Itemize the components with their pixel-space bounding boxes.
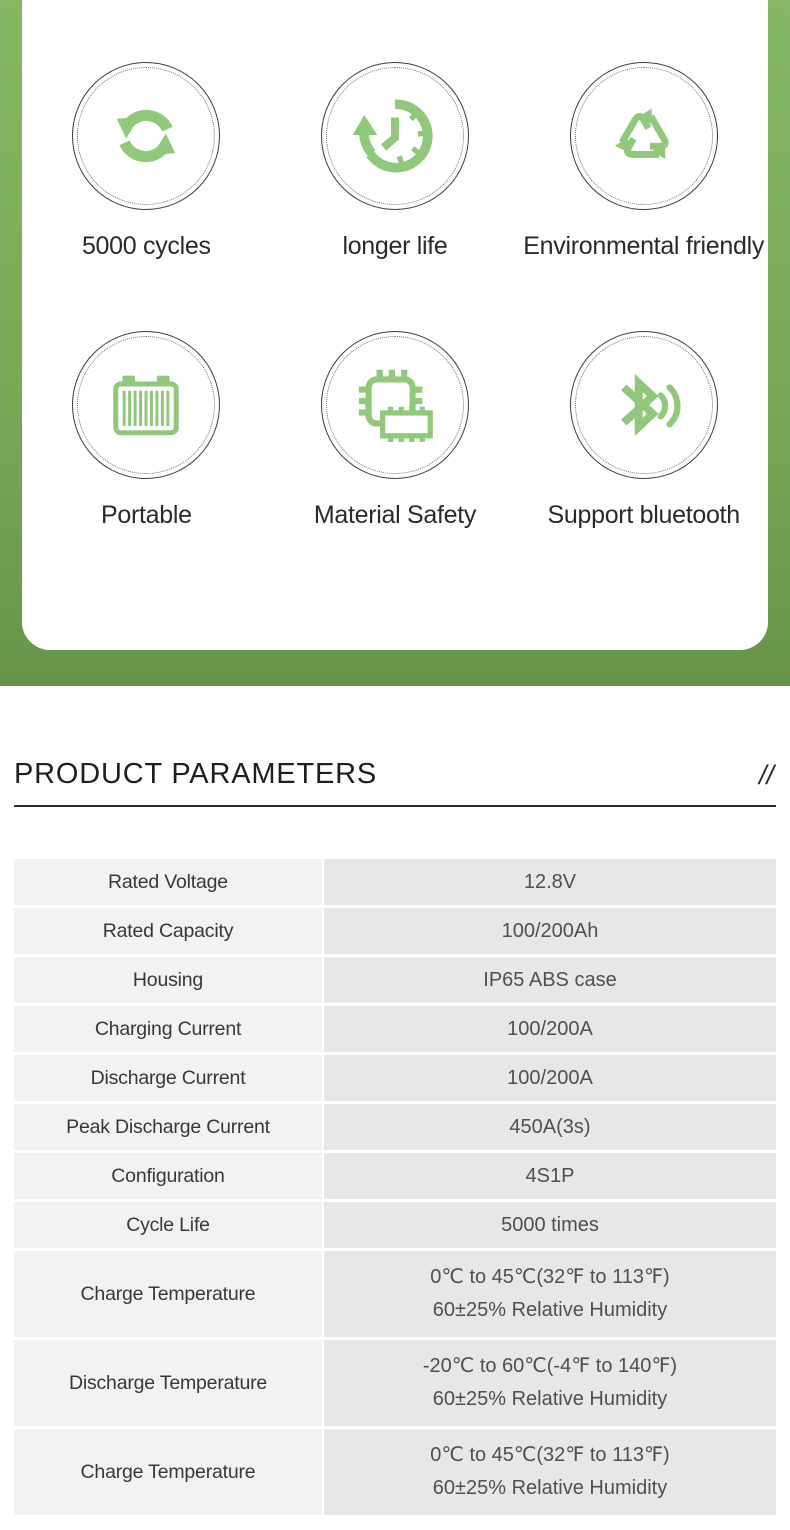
spec-value-cell: 4S1P — [324, 1153, 776, 1199]
table-row — [14, 1055, 776, 1101]
feature-item-material-safety — [271, 331, 520, 530]
spec-value-cell: 450A(3s) — [324, 1104, 776, 1150]
spec-table — [14, 859, 776, 1515]
spec-value-cell: 100/200A — [324, 1006, 776, 1052]
feature-icon-circle — [570, 62, 718, 210]
feature-label: 5000 cycles — [81, 232, 211, 260]
spec-value-cell: 100/200A — [324, 1055, 776, 1101]
chip-icon — [351, 361, 439, 449]
spec-value-cell: 100/200Ah — [324, 908, 776, 954]
feature-label: Portable — [100, 501, 192, 529]
feature-icon-circle — [72, 331, 220, 479]
page-title: PRODUCT PARAMETERS — [14, 758, 377, 790]
spec-label-cell: Charge Temperature — [14, 1429, 322, 1515]
table-row — [14, 957, 776, 1003]
battery-icon — [104, 363, 188, 447]
spec-value-line: -20℃ to 60℃(-4℉ to 140℉) — [422, 1355, 678, 1377]
table-row — [14, 1153, 776, 1199]
feature-label: longer life — [342, 232, 448, 260]
features-grid — [22, 62, 768, 530]
spec-label-cell: Rated Voltage — [14, 859, 322, 905]
double-slash-decor: // — [758, 760, 774, 790]
spec-value-cell: IP65 ABS case — [324, 957, 776, 1003]
table-row — [14, 1429, 776, 1515]
table-row — [14, 859, 776, 905]
spec-label-cell: Peak Discharge Current — [14, 1104, 322, 1150]
table-row — [14, 1006, 776, 1052]
feature-icon-circle — [570, 331, 718, 479]
spec-value-cell — [324, 1340, 776, 1426]
table-row — [14, 1251, 776, 1337]
recycle-icon — [601, 93, 687, 179]
spec-value-line: 0℃ to 45℃(32℉ to 113℉) — [430, 1444, 670, 1466]
spec-label-cell: Charge Temperature — [14, 1251, 322, 1337]
feature-label: Material Safety — [313, 501, 477, 529]
feature-icon-circle — [321, 331, 469, 479]
feature-label: Environmental friendly — [523, 232, 765, 260]
feature-item-environment — [519, 62, 768, 261]
hero-green-frame — [0, 0, 790, 686]
history-clock-icon — [351, 92, 439, 180]
feature-item-cycles — [22, 62, 271, 261]
spec-value-cell — [324, 1429, 776, 1515]
spec-value-line: 60±25% Relative Humidity — [432, 1299, 668, 1321]
product-parameters-section — [0, 686, 790, 1515]
spec-label-cell: Rated Capacity — [14, 908, 322, 954]
feature-item-longer-life — [271, 62, 520, 261]
spec-label-cell: Housing — [14, 957, 322, 1003]
spec-value-line: 60±25% Relative Humidity — [432, 1477, 668, 1499]
spec-label-cell: Configuration — [14, 1153, 322, 1199]
spec-value-cell: 12.8V — [324, 859, 776, 905]
table-row — [14, 1104, 776, 1150]
spec-value-line: 60±25% Relative Humidity — [432, 1388, 668, 1410]
feature-icon-circle — [72, 62, 220, 210]
feature-card — [22, 0, 768, 650]
table-row — [14, 1202, 776, 1248]
feature-item-bluetooth — [519, 331, 768, 530]
table-row — [14, 1340, 776, 1426]
refresh-cycles-icon — [103, 93, 189, 179]
feature-icon-circle — [321, 62, 469, 210]
spec-value-cell: 5000 times — [324, 1202, 776, 1248]
bluetooth-icon — [600, 361, 688, 449]
spec-value-line: 0℃ to 45℃(32℉ to 113℉) — [430, 1266, 670, 1288]
spec-label-cell: Discharge Temperature — [14, 1340, 322, 1426]
spec-label-cell: Discharge Current — [14, 1055, 322, 1101]
divider-line — [14, 805, 776, 807]
spec-value-cell — [324, 1251, 776, 1337]
section-header — [14, 686, 776, 789]
spec-label-cell: Charging Current — [14, 1006, 322, 1052]
table-row — [14, 908, 776, 954]
feature-label: Support bluetooth — [547, 501, 740, 529]
spec-label-cell: Cycle Life — [14, 1202, 322, 1248]
feature-item-portable — [22, 331, 271, 530]
